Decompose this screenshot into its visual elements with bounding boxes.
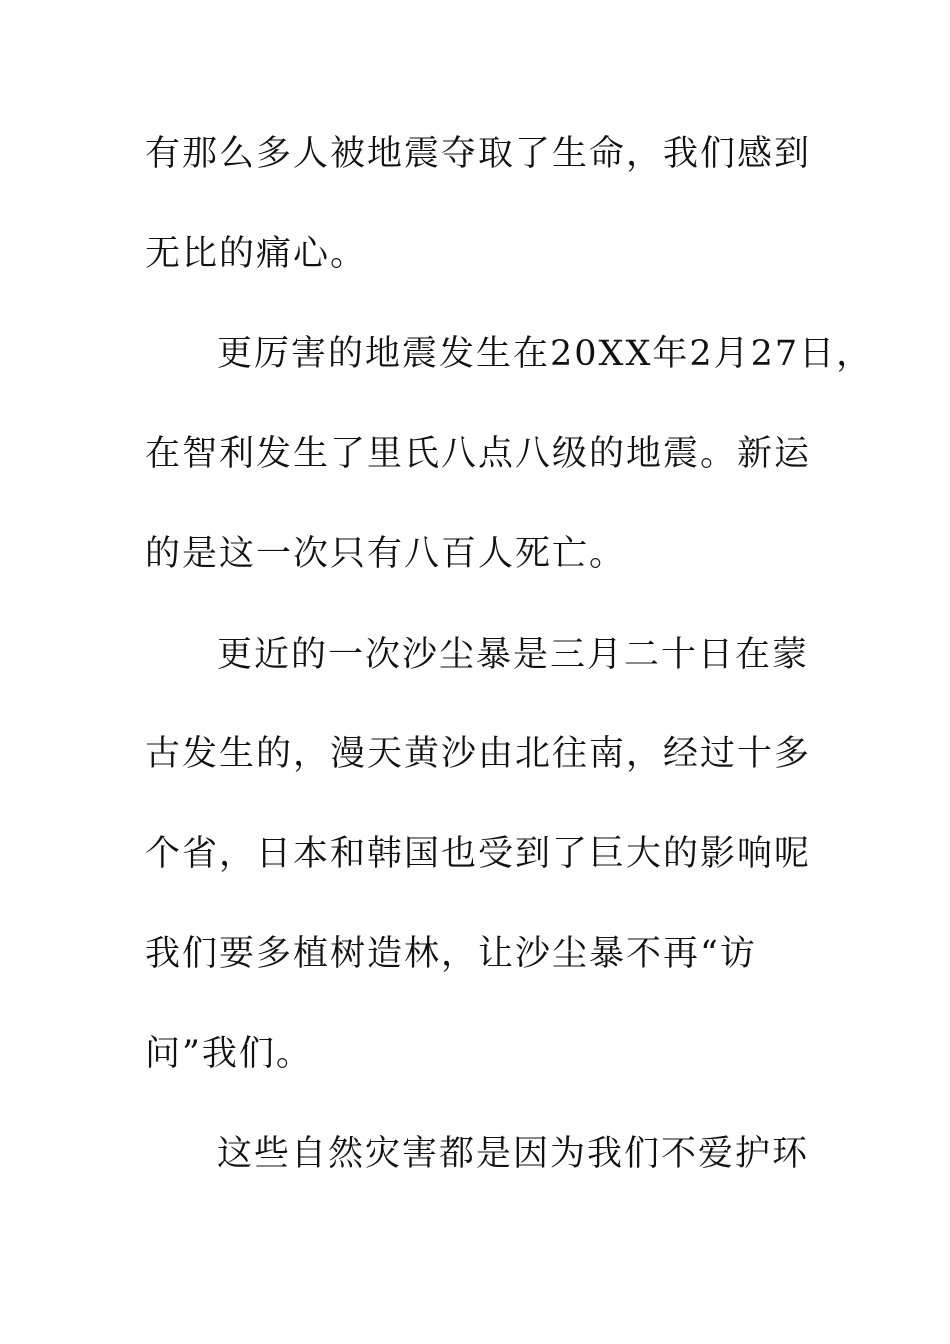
text-line: 在智利发生了里氏八点八级的地震。新运 [145, 434, 812, 474]
text-line: 个省，日本和韩国也受到了巨大的影响呢 [145, 834, 812, 874]
text-line: 的是这一次只有八百人死亡。 [145, 534, 627, 574]
paragraph-first-line: 这些自然灾害都是因为我们不爱护环 [217, 1134, 810, 1174]
text-line: 古发生的，漫天黄沙由北往南，经过十多 [145, 734, 812, 774]
paragraph-first-line: 更厉害的地震发生在20XX年2月27日， [217, 334, 874, 374]
text-line: 问”我们。 [145, 1034, 313, 1074]
paragraph-first-line: 更近的一次沙尘暴是三月二十日在蒙 [217, 635, 810, 675]
text-line: 有那么多人被地震夺取了生命，我们感到 [145, 134, 812, 174]
text-line: 我们要多植树造林，让沙尘暴不再“访 [145, 934, 757, 974]
text-line: 无比的痛心。 [145, 234, 368, 274]
